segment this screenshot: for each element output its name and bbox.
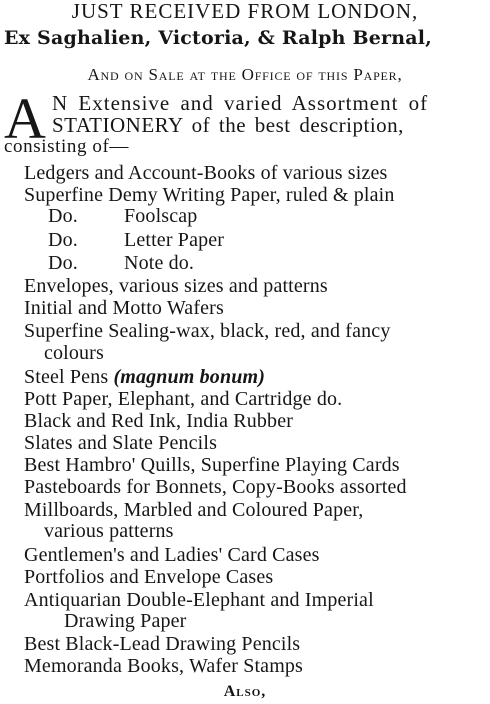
list-item: Best Black-Lead Drawing Pencils	[24, 633, 301, 655]
headline: JUST RECEIVED FROM LONDON,	[71, 0, 419, 23]
list-item: Black and Red Ink, India Rubber	[24, 410, 294, 432]
ditto-mark: Do.	[48, 252, 78, 274]
also-line: Also,	[223, 683, 267, 700]
list-item: Superfine Demy Writing Paper, ruled & plain	[24, 184, 395, 206]
list-item: Antiquarian Double-Elephant and Imperial	[24, 589, 374, 611]
ditto-mark: Do.	[48, 229, 78, 251]
intro-line-3: consisting of—	[4, 136, 130, 157]
list-item: Portfolios and Envelope Cases	[24, 566, 274, 588]
ditto-mark: Do.	[48, 205, 78, 227]
sale-location-line: And on Sale at the Office of this Paper,	[87, 65, 403, 84]
ships-line: Ex Saghalien, Victoria, & Ralph Bernal,	[4, 27, 432, 49]
intro-line-2: STATIONERY of the best description,	[52, 113, 404, 137]
list-item-ditto	[48, 253, 194, 273]
list-item: Ledgers and Account-Books of various sizes	[24, 162, 388, 184]
list-item: Envelopes, various sizes and patterns	[24, 275, 328, 297]
paper-size: Foolscap	[124, 205, 198, 227]
drop-cap: A	[4, 86, 46, 151]
list-item: Superfine Sealing-wax, black, red, and fancy	[24, 320, 391, 342]
list-item-ditto	[48, 206, 197, 226]
paper-size: Letter Paper	[124, 229, 225, 251]
list-item-ditto	[48, 230, 224, 250]
item-note: (magnum bonum)	[113, 366, 266, 388]
paper-size: Note do.	[124, 252, 195, 274]
list-item: Pasteboards for Bonnets, Copy-Books assorted	[24, 476, 407, 498]
list-item: Gentlemen's and Ladies' Card Cases	[24, 544, 320, 566]
list-item: Millboards, Marbled and Coloured Paper,	[24, 499, 364, 521]
list-item-continuation: Drawing Paper	[64, 610, 187, 632]
list-item-continuation: colours	[44, 342, 104, 364]
item-name: Steel Pens	[24, 366, 109, 388]
list-item: Slates and Slate Pencils	[24, 432, 218, 454]
list-item: Best Hambro' Quills, Superfine Playing Cards	[24, 454, 400, 476]
list-item	[24, 367, 265, 387]
list-item-continuation: various patterns	[44, 520, 174, 542]
list-item: Memoranda Books, Wafer Stamps	[24, 655, 303, 677]
list-item: Initial and Motto Wafers	[24, 297, 224, 319]
intro-line-1: N Extensive and varied Assortment of	[52, 91, 429, 115]
list-item: Pott Paper, Elephant, and Cartridge do.	[24, 388, 343, 410]
